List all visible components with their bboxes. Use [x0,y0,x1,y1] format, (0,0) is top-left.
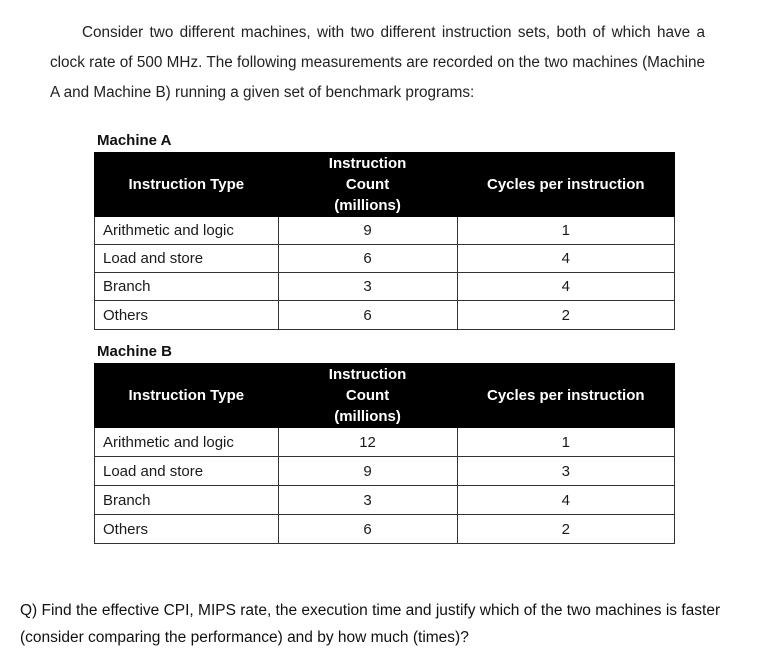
table-header-row [95,364,675,428]
instruction-count-cell: 6 [278,245,457,273]
instruction-type-cell: Others [95,515,279,544]
cpi-cell: 2 [457,515,674,544]
question-text: Q) Find the effective CPI, MIPS rate, the execution time and justify which of the two machines is faster (consider comparing the performance) and by how much (times)? [20,602,721,646]
header-cycles-per-instruction: Cycles per instruction [457,153,674,217]
header-cycles-per-instruction: Cycles per instruction [457,364,674,428]
cpi-cell: 3 [457,457,674,486]
instruction-type-cell: Branch [95,273,279,301]
instruction-type-cell: Load and store [95,245,279,273]
instruction-count-cell: 12 [278,428,457,457]
instruction-type-cell: Arithmetic and logic [95,428,279,457]
cpi-cell: 1 [457,217,674,245]
table-row [95,217,675,245]
machine-a-label: Machine A [97,132,172,149]
instruction-type-cell: Others [95,301,279,330]
instruction-count-cell: 3 [278,486,457,515]
table-row [95,245,675,273]
cpi-cell: 4 [457,486,674,515]
header-instruction-type: Instruction Type [95,364,279,428]
cpi-cell: 4 [457,273,674,301]
instruction-count-cell: 9 [278,217,457,245]
problem-statement: Consider two different machines, with two different instruction sets, both of which have a clock rate of 500 MHz. The following measurements are recorded on the two machines (Machine A and Machine B) running a given set of benchmark programs: [50,24,705,101]
table-row [95,428,675,457]
cpi-cell: 2 [457,301,674,330]
table-row [95,301,675,330]
table-header-row [95,153,675,217]
instruction-type-cell: Arithmetic and logic [95,217,279,245]
table-row [95,486,675,515]
instruction-count-cell: 9 [278,457,457,486]
instruction-type-cell: Load and store [95,457,279,486]
instruction-type-cell: Branch [95,486,279,515]
cpi-cell: 4 [457,245,674,273]
table-row [95,273,675,301]
machine-b-table [94,363,675,544]
instruction-count-cell: 3 [278,273,457,301]
machine-a-table [94,152,675,330]
header-instruction-count: Instruction Count (millions) [278,153,457,217]
machine-b-label: Machine B [97,343,173,360]
table-row [95,515,675,544]
instruction-count-cell: 6 [278,515,457,544]
table-row [95,457,675,486]
header-instruction-count: Instruction Count (millions) [278,364,457,428]
instruction-count-cell: 6 [278,301,457,330]
cpi-cell: 1 [457,428,674,457]
header-instruction-type: Instruction Type [95,153,279,217]
